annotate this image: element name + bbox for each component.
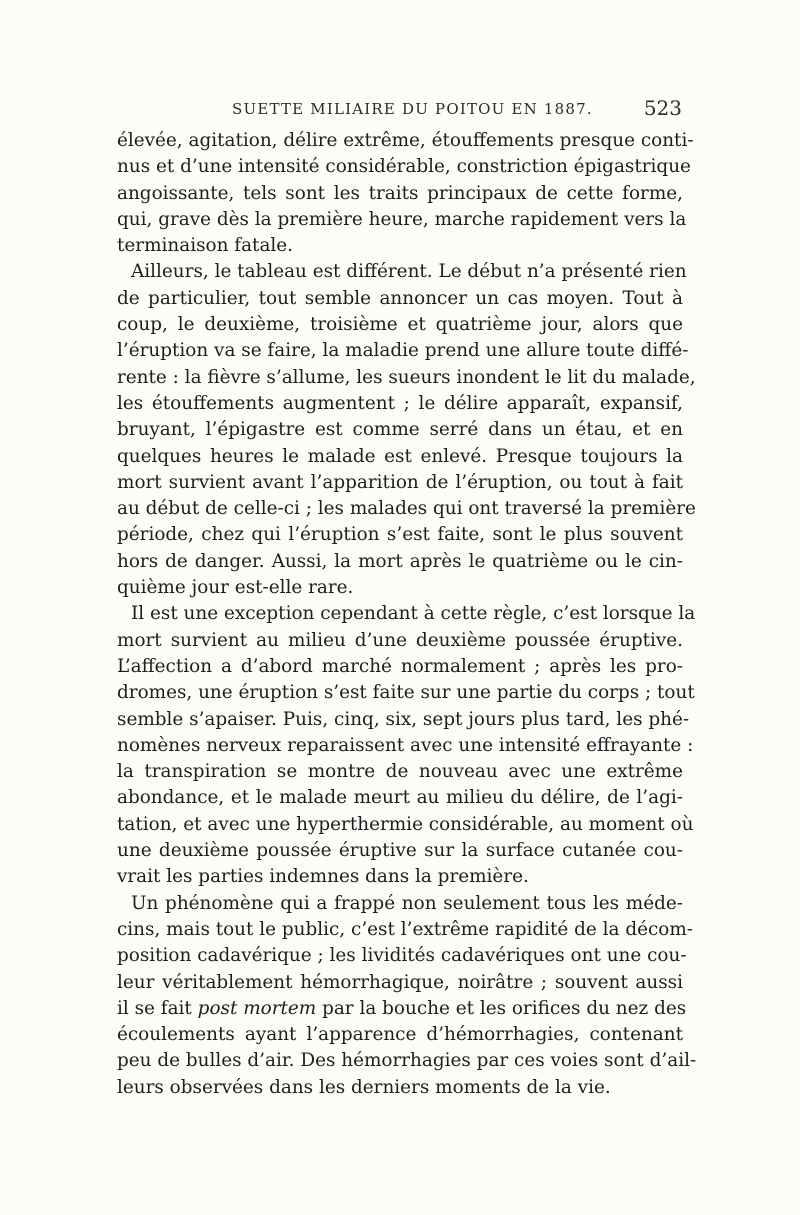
text-line: semble s’apaiser. Puis, cinq, six, sept jours plus tard, les phé- xyxy=(117,708,690,730)
text-segment: par la bouche et les orifices du nez des xyxy=(316,997,687,1019)
paragraph-2 xyxy=(117,259,696,601)
text-line: tation, et avec une hyperthermie considérable, au moment où xyxy=(117,813,694,835)
text-line: Un phénomène qui a frappé non seulement tous les méde- xyxy=(131,892,683,914)
text-line: mort survient au milieu d’une deuxième poussée éruptive. xyxy=(117,629,683,651)
text-line: les étouffements augmentent ; le délire apparaît, expansif, xyxy=(117,392,683,414)
text-line: angoissante, tels sont les traits principaux de cette forme, xyxy=(117,182,683,204)
page-number: 523 xyxy=(643,96,682,120)
text-line: qui, grave dès la première heure, marche rapidement vers la xyxy=(117,208,687,230)
text-line: cins, mais tout le public, c’est l’extrême rapidité de la décom- xyxy=(117,918,694,940)
body-text xyxy=(117,128,697,1101)
text-line: Il est une exception cependant à cette règle, c’est lorsque la xyxy=(131,603,696,625)
running-head xyxy=(118,96,682,124)
text-line: de particulier, tout semble annoncer un cas moyen. Tout à xyxy=(117,287,683,309)
text-line: position cadavérique ; les lividités cadavériques ont une cou- xyxy=(117,945,687,967)
text-line: rente : la fièvre s’allume, les sueurs inondent le lit du malade, xyxy=(117,366,696,388)
text-line-with-italic xyxy=(117,996,687,1022)
text-line: peu de bulles d’air. Des hémorrhagies par ces voies sont d’ail- xyxy=(117,1050,697,1072)
text-line: leur véritablement hémorrhagique, noirâtre ; souvent aussi xyxy=(117,971,683,993)
paragraph-1 xyxy=(117,128,694,259)
text-line: nus et d’une intensité considérable, constriction épigastrique xyxy=(117,156,691,178)
paragraph-4 xyxy=(117,891,697,1101)
text-line: l’éruption va se faire, la maladie prend une allure toute diffé- xyxy=(117,340,689,362)
text-line: vrait les parties indemnes dans la première. xyxy=(117,866,529,888)
paragraph-3 xyxy=(117,601,696,890)
text-segment: il se fait xyxy=(117,997,198,1019)
text-line: quième jour est-elle rare. xyxy=(117,577,354,599)
text-line: nomènes nerveux reparaissent avec une intensité effrayante : xyxy=(117,734,694,756)
text-line: abondance, et le malade meurt au milieu du délire, de l’agi- xyxy=(117,787,683,809)
text-line: hors de danger. Aussi, la mort après le quatrième ou le cin- xyxy=(117,550,683,572)
text-line: la transpiration se montre de nouveau avec une extrême xyxy=(117,761,683,783)
italic-phrase: post mortem xyxy=(197,997,317,1019)
text-line: Ailleurs, le tableau est différent. Le début n’a présenté rien xyxy=(131,261,687,283)
text-line: au début de celle-ci ; les malades qui ont traversé la première xyxy=(117,498,696,520)
text-line: terminaison fatale. xyxy=(117,235,294,257)
text-line: écoulements ayant l’apparence d’hémorrhagies, contenant xyxy=(117,1024,683,1046)
text-line: quelques heures le malade est enlevé. Presque toujours la xyxy=(117,445,683,467)
text-line: mort survient avant l’apparition de l’éruption, ou tout à fait xyxy=(117,471,683,493)
text-line: L’affection a d’abord marché normalement ; après les pro- xyxy=(117,655,683,677)
text-line: leurs observées dans les derniers moments de la vie. xyxy=(117,1076,611,1098)
text-line: une deuxième poussée éruptive sur la surface cutanée cou- xyxy=(117,840,683,862)
text-line: période, chez qui l’éruption s’est faite, sont le plus souvent xyxy=(117,524,683,546)
text-line: élevée, agitation, délire extrême, étouffements presque conti- xyxy=(117,130,694,151)
text-line: coup, le deuxième, troisième et quatrième jour, alors que xyxy=(117,314,683,336)
running-title: SUETTE MILIAIRE DU POITOU EN 1887. xyxy=(232,100,593,118)
text-line: bruyant, l’épigastre est comme serré dans un étau, et en xyxy=(117,419,683,441)
text-line: dromes, une éruption s’est faite sur une partie du corps ; tout xyxy=(117,682,695,704)
